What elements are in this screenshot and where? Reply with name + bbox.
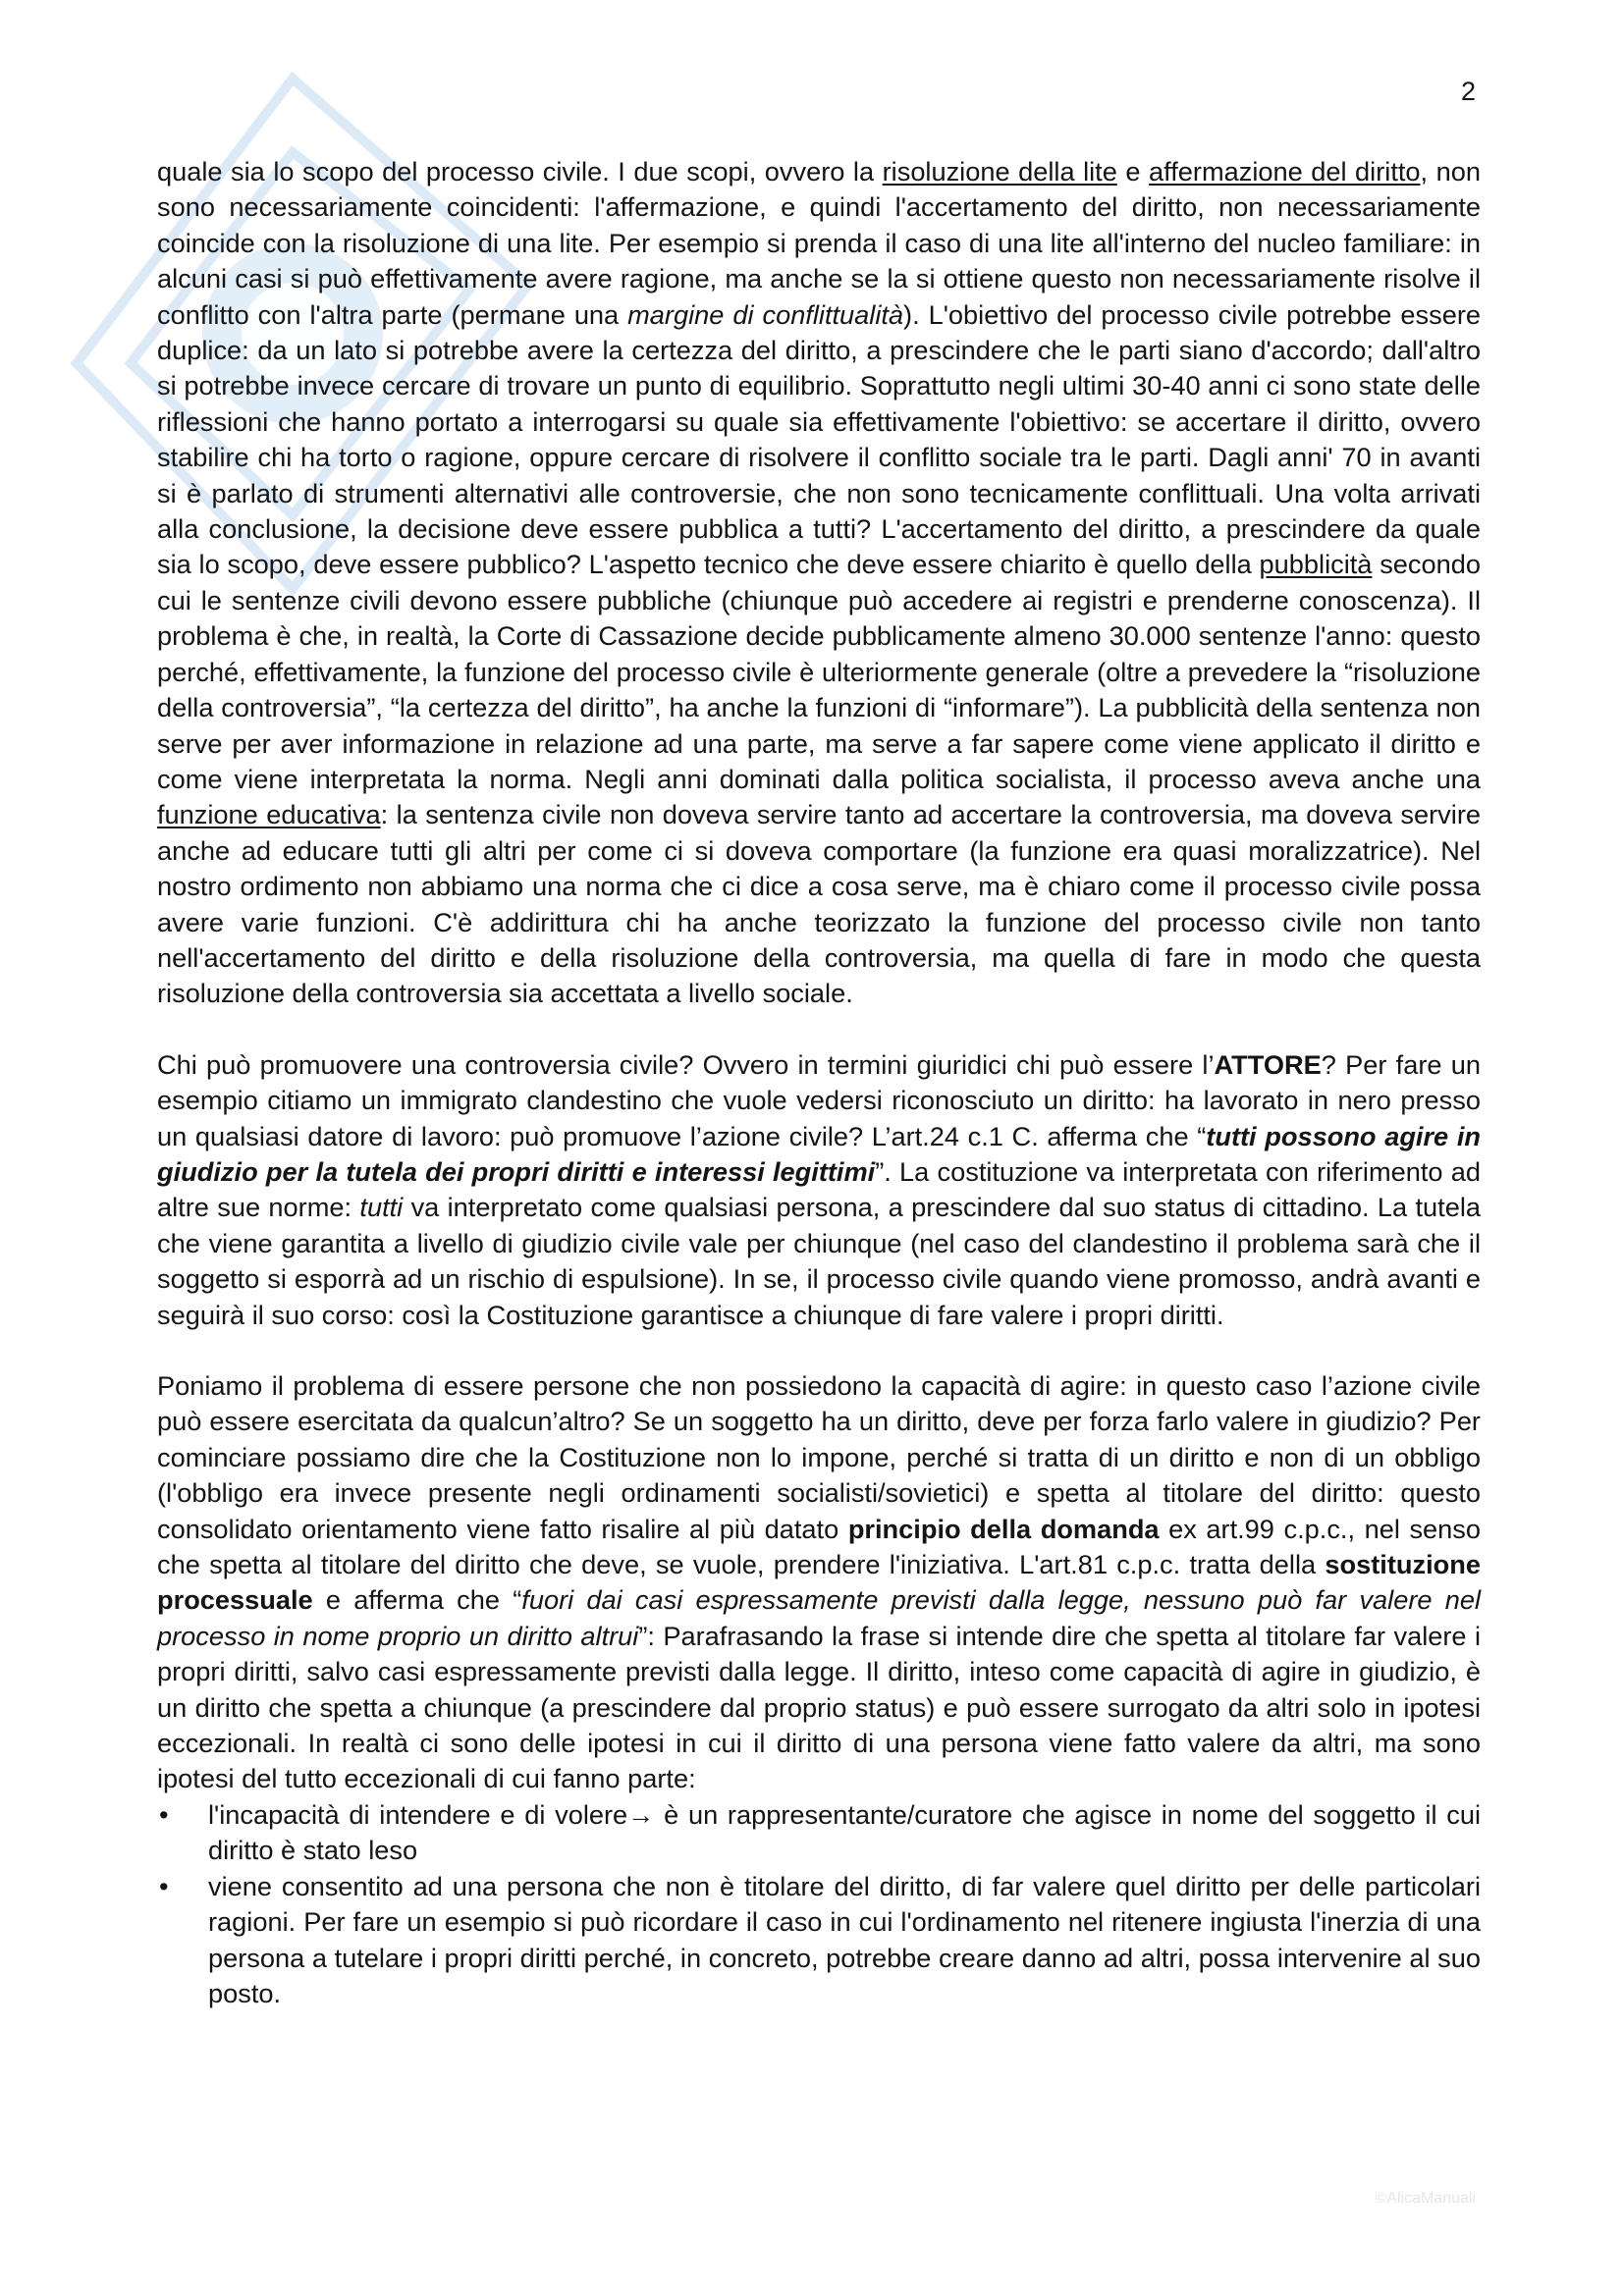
term-tutti: tutti xyxy=(359,1192,404,1223)
text-run: ”. La costituzione va interpretata con riferimento ad altre sue norme: xyxy=(157,1155,1481,1223)
text-run: secondo cui le sentenze civili devono essere pubbliche (chiunque può accedere ai registri e prenderne conoscenza). Il problema è che, in realtà, la Corte di Cassazione decide pubblicamente almeno 30.000 sentenze l'anno: questo perché, effettivamente, la funzione del processo civile è ulteriormente generale (oltre a prevedere la “risoluzione della controversia”, “la certezza del diritto”, ha anche la funzioni di “informare”). La pubblicità della sentenza non serve per aver informazione in relazione ad una parte, ma serve a far sapere come viene applicato il diritto e come viene interpretata la norma. Negli anni dominati dalla politica socialista, il processo aveva anche una xyxy=(157,549,1481,794)
quote-art-81: fuori dai casi espressamente previsti dalla legge, nessuno può far valere nel processo in nome proprio un diritto altrui xyxy=(157,1584,1481,1651)
text-run: ex art.99 c.p.c., nel senso che spetta al titolare del diritto che deve, se vuole, prendere l'iniziativa. L'art.81 c.p.c. tratta della xyxy=(157,1513,1481,1580)
text-run: Chi può promuovere una controversia civile? Ovvero in termini giuridici chi può essere l’ xyxy=(157,1048,1215,1080)
paragraph-attore xyxy=(157,1047,1481,1333)
footer-watermark: ©AlicaManuali xyxy=(1375,2190,1476,2207)
term-principio-domanda: principio della domanda xyxy=(847,1513,1160,1544)
text-run: quale sia lo scopo del processo civile. I due scopi, ovvero la xyxy=(157,156,883,187)
list-item: • viene consentito ad una persona che non è titolare del diritto, di far valere quel diritto per delle particolari ragioni. Per fare un esempio si può ricordare il caso in cui l'ordinamento nel ritenere ingiusta l'inerzia di una persona a tutelare i propri diritti perché, in concreto, potrebbe creare danno ad altri, possa intervenire al suo posto. xyxy=(157,1869,1481,2012)
body-text xyxy=(157,154,1481,2011)
page-number: 2 xyxy=(1460,77,1476,106)
term-pubblicita: pubblicità xyxy=(1259,549,1373,580)
text-run: e xyxy=(1116,156,1150,187)
text-run: ”: Parafrasando la frase si intende dire che spetta al titolare far valere i propri diritti, salvo casi espressamente previsti dalla legge. Il diritto, inteso come capacità di agire in giudizio, è un diritto che spetta a chiunque (a prescindere dal proprio status) e può essere surrogato da altri solo in ipotesi eccezionali. In realtà ci sono delle ipotesi in cui il diritto di una persona viene fatto valere da altri, ma sono ipotesi del tutto eccezionali di cui fanno parte: xyxy=(157,1620,1481,1794)
term-affermazione-diritto: affermazione del diritto xyxy=(1149,156,1421,187)
quote-art-24: tutti possono agire in giudizio per la tutela dei propri diritti e interessi legittimi xyxy=(157,1120,1481,1187)
term-margine-conflittualita: margine di conflittualità xyxy=(627,298,904,330)
text-run: ? Per fare un esempio citiamo un immigrato clandestino che vuole vedersi riconosciuto un diritto: ha lavorato in nero presso un qualsiasi datore di lavoro: può promuove l’azione civile? L’art.24 c.1 C. afferma che “ xyxy=(157,1048,1481,1151)
text-run: , non sono necessariamente coincidenti: l'affermazione, e quindi l'accertamento del diritto, non necessariamente coincide con la risoluzione di una lite. Per esempio si prenda il caso di una lite all'interno del nucleo familiare: in alcuni casi si può effettivamente avere ragione, ma anche se la si ottiene questo non necessariamente risolve il conflitto con l'altra parte (permane una xyxy=(157,156,1481,330)
text-run: Poniamo il problema di essere persone che non possiedono la capacità di agire: in questo caso l’azione civile può essere esercitata da qualcun’altro? Se un soggetto ha un diritto, deve per forza farlo valere in giudizio? Per cominciare possiamo dire che la Costituzione non lo impone, perché si tratta di un diritto e non di un obbligo (l'obbligo era invece presente negli ordinamenti socialisti/sovietici) e spetta al titolare del diritto: questo consolidato orientamento viene fatto risalire al più datato xyxy=(157,1370,1481,1544)
exception-list xyxy=(157,1797,1481,2011)
text-run: : la sentenza civile non doveva servire tanto ad accertare la controversia, ma doveva servire anche ad educare tutti gli altri per come ci si doveva comportare (la funzione era quasi moralizzatrice). Nel nostro ordimento non abbiamo una norma che ci dice a cosa serve, ma è chiaro come il processo civile possa avere varie funzioni. C'è addirittura chi ha anche teorizzato la funzione del processo civile non tanto nell'accertamento del diritto e della risoluzione della controversia, ma quella di fare in modo che questa risoluzione della controversia sia accettata a livello sociale. xyxy=(157,799,1481,1009)
term-risoluzione-lite: risoluzione della lite xyxy=(882,156,1117,187)
list-item: • l'incapacità di intendere e di volere→ è un rappresentante/curatore che agisce in nome del soggetto il cui diritto è stato leso xyxy=(157,1797,1481,1869)
term-funzione-educativa: funzione educativa xyxy=(157,799,381,830)
term-attore: ATTORE xyxy=(1214,1048,1322,1080)
text-run: e afferma che “ xyxy=(312,1584,522,1616)
term-sostituzione-processuale: sostituzione processuale xyxy=(157,1549,1481,1616)
text-run: va interpretato come qualsiasi persona, a prescindere dal suo status di cittadino. La tutela che viene garantita a livello di giudizio civile vale per chiunque (nel caso del clandestino il problema sarà che il soggetto si esporrà ad un rischio di espulsione). In se, il processo civile quando viene promosso, andrà avanti e seguirà il suo corso: così la Costituzione garantisce a chiunque di fare valere i propri diritti. xyxy=(157,1192,1481,1330)
paragraph-scopo-processo xyxy=(157,154,1481,1012)
text-run: ). L'obiettivo del processo civile potrebbe essere duplice: da un lato si potrebbe avere la certezza del diritto, a prescindere che le parti siano d'accordo; dall'altro si potrebbe invece cercare di trovare un punto di equilibrio. Soprattutto negli ultimi 30-40 anni ci sono state delle riflessioni che hanno portato a interrogarsi su quale sia effettivamente l'obiettivo: se accertare il diritto, ovvero stabilire chi ha torto o ragione, oppure cercare di risolvere il conflitto sociale tra le parti. Dagli anni' 70 in avanti si è parlato di strumenti alternativi alle controversie, che non sono tecnicamente conflittuali. Una volta arrivati alla conclusione, la decisione deve essere pubblica a tutti? L'accertamento del diritto, a prescindere da quale sia lo scopo, deve essere pubblico? L'aspetto tecnico che deve essere chiarito è quello della xyxy=(157,298,1481,580)
paragraph-capacita-agire xyxy=(157,1368,1481,1797)
